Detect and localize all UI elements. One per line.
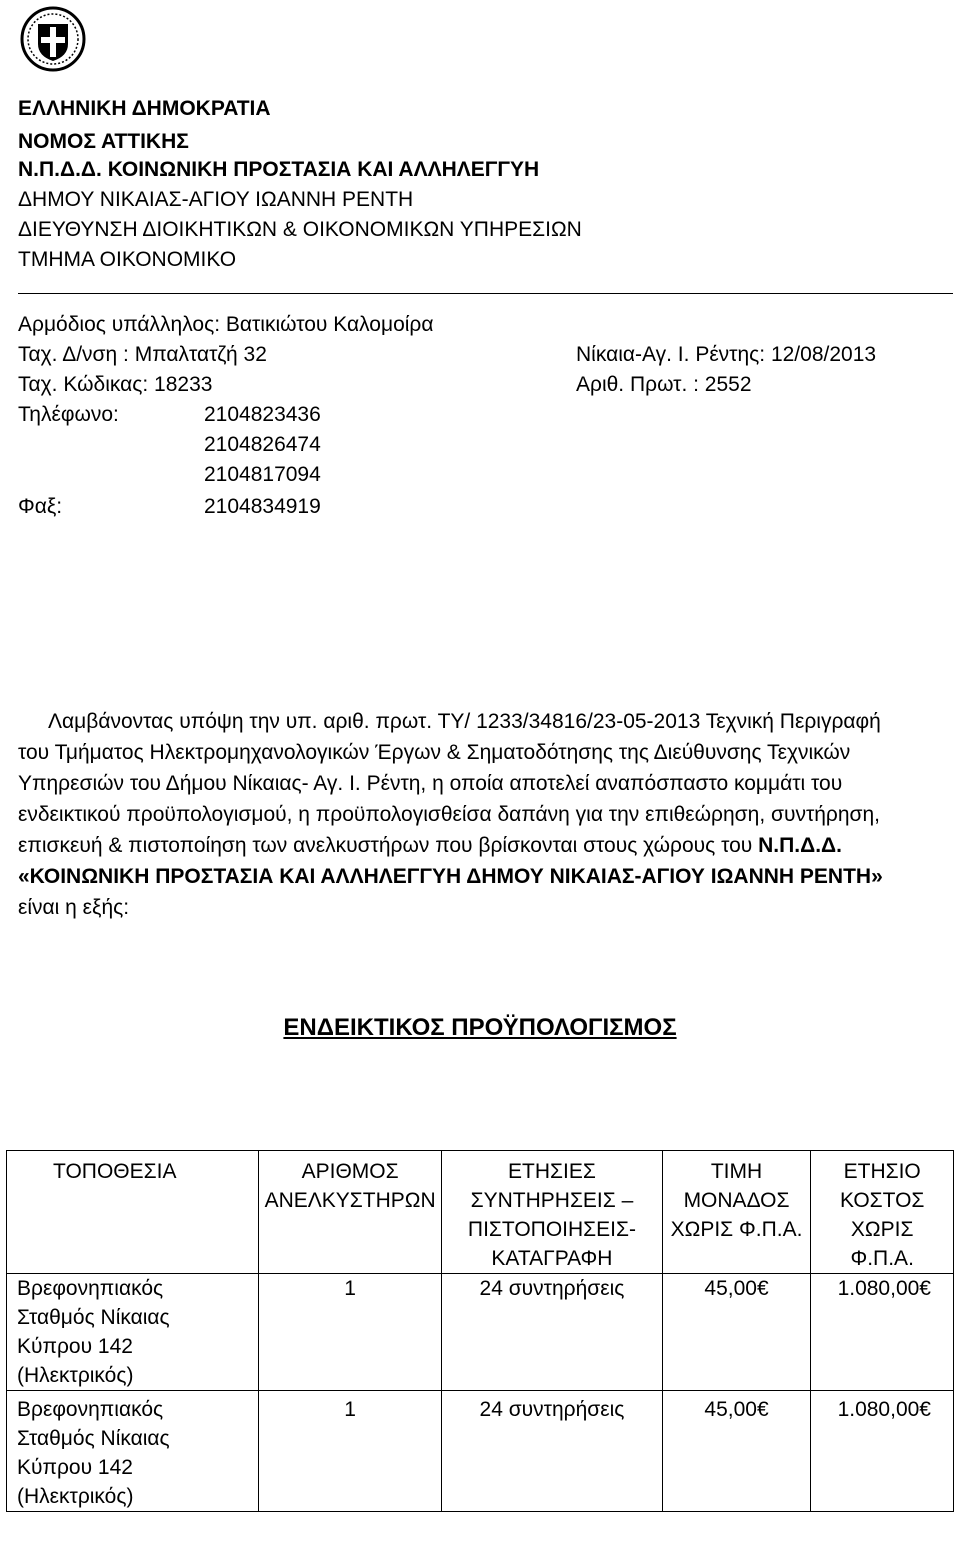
fax-label: Φαξ: [18, 495, 63, 518]
cell-location: Βρεφονηπιακός Σταθμός Νίκαιας Κύπρου 142 (Ηλεκτρικός) [7, 1274, 259, 1391]
header-line-4: ΔΗΜΟΥ ΝΙΚΑΙΑΣ-ΑΓΙΟΥ ΙΩΑΝΝΗ ΡΕΝΤΗ [18, 188, 414, 211]
cell-maintenance: 24 συντηρήσεις [442, 1391, 662, 1512]
cell-unit-price: 45,00€ [662, 1391, 811, 1512]
protocol-number: Αριθ. Πρωτ. : 2552 [576, 373, 752, 396]
postal-code: Ταχ. Κώδικας: 18233 [18, 373, 213, 396]
budget-table [6, 1150, 954, 1512]
budget-heading: ΕΝΔΕΙΚΤΙΚΟΣ ΠΡΟΫΠΟΛΟΓΙΣΜΟΣ [283, 1014, 677, 1041]
col-header-count: ΑΡΙΘΜΟΣ ΑΝΕΛΚΥΣΤΗΡΩΝ [259, 1151, 442, 1274]
phone-2: 2104826474 [204, 433, 321, 456]
para-line: Λαμβάνοντας υπόψη την υπ. αριθ. πρωτ. ΤΥ/ 1233/34816/23-05-2013 Τεχνική Περιγραφή [48, 710, 881, 733]
header-line-5: ΔΙΕΥΘΥΝΣΗ ΔΙΟΙΚΗΤΙΚΩΝ & ΟΙΚΟΝΟΜΙΚΩΝ ΥΠΗΡΕΣΙΩΝ [18, 218, 582, 241]
col-header-location: ΤΟΠΟΘΕΣΙΑ [7, 1151, 259, 1274]
para-last: είναι η εξής: [18, 896, 130, 919]
phone-1: 2104823436 [204, 403, 321, 426]
phone-3: 2104817094 [204, 463, 321, 486]
para-line: επισκευή & πιστοποίηση των ανελκυστήρων που βρίσκονται στους χώρους του [18, 834, 759, 857]
address: Ταχ. Δ/νση : Μπαλτατζή 32 [18, 343, 267, 366]
fax-number: 2104834919 [204, 495, 321, 518]
greek-coat-of-arms-icon [20, 6, 86, 72]
cell-count: 1 [259, 1274, 442, 1391]
col-header-annual-cost: ΕΤΗΣΙΟ ΚΟΣΤΟΣ ΧΩΡΙΣ Φ.Π.Α. [811, 1151, 954, 1274]
para-bold-end: Ν.Π.Δ.Δ. [758, 834, 842, 857]
cell-unit-price: 45,00€ [662, 1274, 811, 1391]
officer: Αρμόδιος υπάλληλος: Βατικιώτου Καλομοίρα [18, 313, 434, 336]
para-bold-line: «ΚΟΙΝΩΝΙΚΗ ΠΡΟΣΤΑΣΙΑ ΚΑΙ ΑΛΛΗΛΕΓΓΥΗ ΔΗΜΟΥ ΝΙΚΑΙΑΣ-ΑΓΙΟΥ ΙΩΑΝΝΗ ΡΕΝΤΗ» [18, 865, 883, 888]
cell-maintenance: 24 συντηρήσεις [442, 1274, 662, 1391]
para-line: του Τμήματος Ηλεκτρομηχανολογικών Έργων & Σηματοδότησης της Διεύθυνσης Τεχνικών [18, 741, 851, 764]
intro-paragraph [18, 706, 943, 923]
col-header-maintenance: ΕΤΗΣΙΕΣ ΣΥΝΤΗΡΗΣΕΙΣ – ΠΙΣΤΟΠΟΙΗΣΕΙΣ- ΚΑΤΑΓΡΑΦΗ [442, 1151, 662, 1274]
header-line-6: ΤΜΗΜΑ ΟΙΚΟΝΟΜΙΚΟ [18, 248, 237, 271]
cell-location: Βρεφονηπιακός Σταθμός Νίκαιας Κύπρου 142 (Ηλεκτρικός) [7, 1391, 259, 1512]
col-header-unit-price: ΤΙΜΗ ΜΟΝΑΔΟΣ ΧΩΡΙΣ Φ.Π.Α. [662, 1151, 811, 1274]
place-date: Νίκαια-Αγ. Ι. Ρέντης: 12/08/2013 [576, 343, 877, 366]
header-line-2: ΝΟΜΟΣ ΑΤΤΙΚΗΣ [18, 130, 189, 153]
phone-label: Τηλέφωνο: [18, 403, 119, 426]
cell-count: 1 [259, 1391, 442, 1512]
table-row [7, 1274, 954, 1391]
para-line: ενδεικτικού προϋπολογισμού, η προϋπολογισθείσα δαπάνη για την επιθεώρηση, συντήρηση, [18, 803, 881, 826]
para-line: Υπηρεσιών του Δήμου Νίκαιας- Αγ. Ι. Ρέντη, η οποία αποτελεί αναπόσπαστο κομμάτι του [18, 772, 843, 795]
header-line-1: ΕΛΛΗΝΙΚΗ ΔΗΜΟΚΡΑΤΙΑ [18, 97, 271, 120]
cell-annual-cost: 1.080,00€ [811, 1391, 954, 1512]
table-row [7, 1391, 954, 1512]
divider [18, 293, 953, 294]
header-line-3: Ν.Π.Δ.Δ. ΚΟΙΝΩΝΙΚΗ ΠΡΟΣΤΑΣΙΑ ΚΑΙ ΑΛΛΗΛΕΓΓΥΗ [18, 158, 540, 181]
table-header-row [7, 1151, 954, 1274]
cell-annual-cost: 1.080,00€ [811, 1274, 954, 1391]
